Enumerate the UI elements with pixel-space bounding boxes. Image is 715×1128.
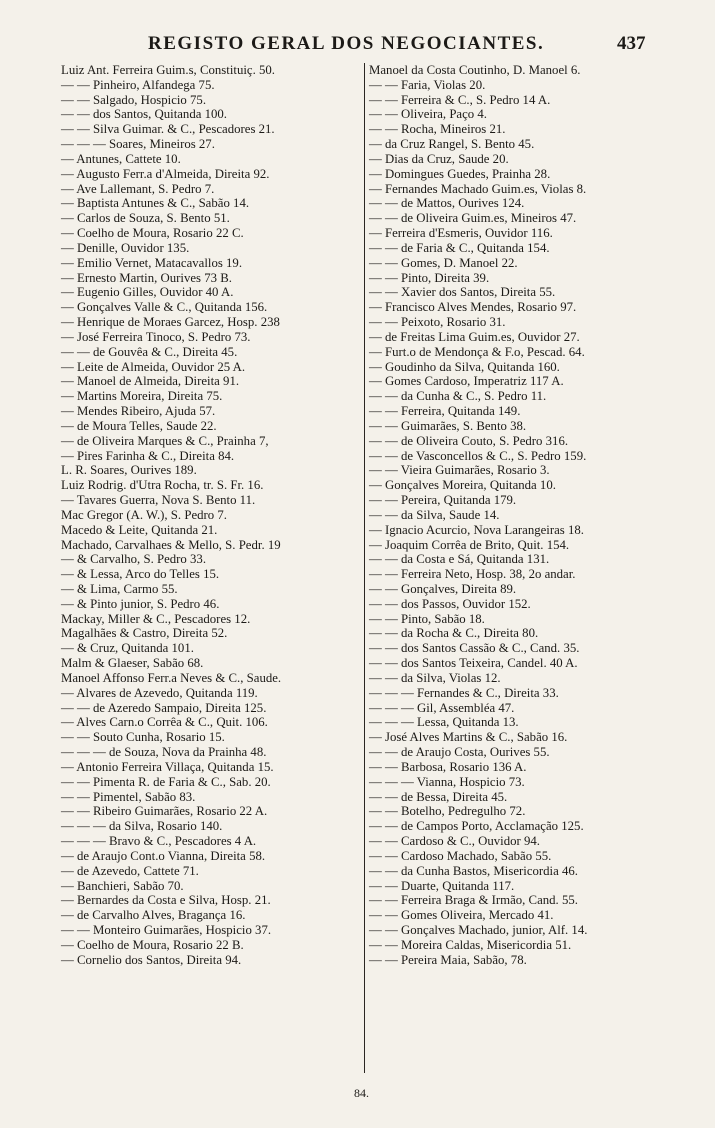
directory-entry: — — Ferreira & C., S. Pedro 14 A.: [369, 92, 551, 107]
column-divider: [364, 63, 365, 1073]
left-column: [60, 63, 364, 968]
directory-entry: — — dos Santos Teixeira, Candel. 40 A.: [369, 656, 578, 671]
directory-entry: — — Gomes Oliveira, Mercado 41.: [369, 908, 554, 923]
directory-entry: — — da Rocha & C., Direita 80.: [369, 626, 539, 641]
directory-entry: Malm & Glaeser, Sabão 68.: [61, 656, 204, 671]
directory-entry: — Alves Carn.o Corrêa & C., Quit. 106.: [61, 715, 268, 730]
directory-columns: [60, 63, 654, 1073]
page-number: 437: [617, 33, 646, 54]
directory-entry: — — Gomes, D. Manoel 22.: [369, 255, 518, 270]
directory-entry: Manoel da Costa Coutinho, D. Manoel 6.: [369, 63, 581, 77]
directory-entry: — Ferreira d'Esmeris, Ouvidor 116.: [369, 226, 553, 241]
directory-entry: — — Pimenta R. de Faria & C., Sab. 20.: [61, 774, 271, 789]
directory-entry: — — de Faria & C., Quitanda 154.: [369, 240, 550, 255]
directory-entry: — Ave Lallemant, S. Pedro 7.: [61, 181, 215, 196]
directory-entry: — — Ferreira Neto, Hosp. 38, 2o andar.: [369, 567, 576, 582]
directory-entry: — Emilio Vernet, Matacavallos 19.: [61, 255, 243, 270]
directory-entry: — — dos Santos, Quitanda 100.: [61, 107, 227, 122]
directory-entry: — Gomes Cardoso, Imperatriz 117 A.: [369, 374, 564, 389]
directory-entry: Macedo & Leite, Quitanda 21.: [61, 522, 218, 537]
directory-entry: — — Duarte, Quitanda 117.: [369, 878, 515, 893]
directory-entry: — — Oliveira, Paço 4.: [369, 107, 487, 122]
directory-entry: — — — Vianna, Hospicio 73.: [369, 774, 525, 789]
directory-entry: — Bernardes da Costa e Silva, Hosp. 21.: [61, 893, 271, 908]
directory-entry: — da Cruz Rangel, S. Bento 45.: [369, 137, 535, 152]
directory-entry: — Denille, Ouvidor 135.: [61, 240, 190, 255]
directory-entry: — Leite de Almeida, Ouvidor 25 A.: [61, 359, 246, 374]
directory-entry: — Ernesto Martin, Ourives 73 B.: [61, 270, 232, 285]
directory-entry: — — Cardoso Machado, Sabão 55.: [369, 848, 552, 863]
directory-entry: — Fernandes Machado Guim.es, Violas 8.: [369, 181, 587, 196]
directory-entry: — — da Cunha Bastos, Misericordia 46.: [369, 863, 578, 878]
directory-entry: — Gonçalves Valle & C., Quitanda 156.: [61, 300, 268, 315]
directory-entry: — de Azevedo, Cattete 71.: [61, 863, 199, 878]
directory-entry: — — de Oliveira Guim.es, Mineiros 47.: [369, 211, 577, 226]
directory-entry: — — da Cunha & C., S. Pedro 11.: [369, 389, 547, 404]
directory-entry: — Eugenio Gilles, Ouvidor 40 A.: [61, 285, 234, 300]
directory-entry: — — — Lessa, Quitanda 13.: [369, 715, 519, 730]
directory-entry: — Henrique de Moraes Garcez, Hosp. 238: [61, 315, 280, 330]
directory-entry: — Furt.o de Mendonça & F.o, Pescad. 64.: [369, 344, 585, 359]
directory-entry: — Gonçalves Moreira, Quitanda 10.: [369, 478, 556, 493]
directory-entry: — Tavares Guerra, Nova S. Bento 11.: [61, 493, 256, 508]
directory-entry: — Ignacio Acurcio, Nova Larangeiras 18.: [369, 522, 584, 537]
directory-entry: — — Ferreira Braga & Irmão, Cand. 55.: [369, 893, 578, 908]
directory-entry: — — da Silva, Violas 12.: [369, 670, 501, 685]
directory-entry: — de Oliveira Marques & C., Prainha 7,: [61, 433, 269, 448]
directory-entry: — Coelho de Moura, Rosario 22 B.: [61, 937, 244, 952]
directory-entry: — — de Araujo Costa, Ourives 55.: [369, 745, 550, 760]
directory-entry: Manoel Affonso Ferr.a Neves & C., Saude.: [61, 670, 282, 685]
directory-entry: — Pires Farinha & C., Direita 84.: [61, 448, 235, 463]
directory-entry: — Antonio Ferreira Villaça, Quitanda 15.: [61, 759, 274, 774]
directory-entry: — & Cruz, Quitanda 101.: [61, 641, 194, 656]
directory-entry: — — Rocha, Mineiros 21.: [369, 122, 506, 137]
directory-entry: — — — de Souza, Nova da Prainha 48.: [61, 745, 267, 760]
directory-entry: — Joaquim Corrêa de Brito, Quit. 154.: [369, 537, 570, 552]
directory-entry: — — da Costa e Sá, Quitanda 131.: [369, 552, 550, 567]
directory-entry: — — Pereira Maia, Sabão, 78.: [369, 952, 527, 967]
directory-entry: — — Moreira Caldas, Misericordia 51.: [369, 937, 572, 952]
directory-entry: — Alvares de Azevedo, Quitanda 119.: [61, 685, 258, 700]
directory-entry: — — — Fernandes & C., Direita 33.: [369, 685, 559, 700]
directory-entry: — & Pinto junior, S. Pedro 46.: [61, 596, 220, 611]
directory-entry: — & Lessa, Arco do Telles 15.: [61, 567, 220, 582]
directory-entry: — José Alves Martins & C., Sabão 16.: [369, 730, 568, 745]
directory-entry: — Coelho de Moura, Rosario 22 C.: [61, 226, 244, 241]
directory-entry: — — de Mattos, Ourives 124.: [369, 196, 525, 211]
directory-entry: — de Moura Telles, Saude 22.: [61, 418, 217, 433]
directory-entry: — — Silva Guimar. & C., Pescadores 21.: [61, 122, 275, 137]
running-title: REGISTO GERAL DOS NEGOCIANTES.: [148, 33, 545, 54]
directory-entry: — — de Gouvêa & C., Direita 45.: [61, 344, 238, 359]
directory-entry: — — Monteiro Guimarães, Hospicio 37.: [61, 923, 272, 938]
directory-entry: — — de Vasconcellos & C., S. Pedro 159.: [369, 448, 587, 463]
directory-entry: — & Carvalho, S. Pedro 33.: [61, 552, 207, 567]
directory-entry: — — Pereira, Quitanda 179.: [369, 493, 517, 508]
directory-entry: — Carlos de Souza, S. Bento 51.: [61, 211, 230, 226]
directory-entry: Magalhães & Castro, Direita 52.: [61, 626, 228, 641]
directory-entry: — & Lima, Carmo 55.: [61, 581, 178, 596]
directory-entry: — Manoel de Almeida, Direita 91.: [61, 374, 240, 389]
directory-entry: — — de Oliveira Couto, S. Pedro 316.: [369, 433, 569, 448]
directory-entry: — Domingues Guedes, Prainha 28.: [369, 166, 551, 181]
directory-entry: — — Souto Cunha, Rosario 15.: [61, 730, 225, 745]
directory-entry: Luiz Rodrig. d'Utra Rocha, tr. S. Fr. 16.: [61, 478, 264, 493]
directory-entry: — Goudinho da Silva, Quitanda 160.: [369, 359, 560, 374]
directory-entry: — José Ferreira Tinoco, S. Pedro 73.: [61, 329, 251, 344]
directory-entry: — — — da Silva, Rosario 140.: [61, 819, 223, 834]
directory-entry: — — Guimarães, S. Bento 38.: [369, 418, 527, 433]
directory-entry: — — Pimentel, Sabão 83.: [61, 789, 196, 804]
directory-entry: — — Gonçalves, Direita 89.: [369, 581, 517, 596]
directory-entry: — — Gonçalves Machado, junior, Alf. 14.: [369, 923, 588, 938]
directory-entry: — Martins Moreira, Direita 75.: [61, 389, 223, 404]
directory-entry: — Mendes Ribeiro, Ajuda 57.: [61, 404, 216, 419]
directory-entry: — — Salgado, Hospicio 75.: [61, 92, 207, 107]
directory-entry: — — da Silva, Saude 14.: [369, 507, 500, 522]
directory-entry: — — dos Passos, Ouvidor 152.: [369, 596, 531, 611]
directory-entry: — Baptista Antunes & C., Sabão 14.: [61, 196, 250, 211]
directory-entry: — — Cardoso & C., Ouvidor 94.: [369, 834, 540, 849]
directory-entry: — de Carvalho Alves, Bragança 16.: [61, 908, 246, 923]
directory-entry: — Antunes, Cattete 10.: [61, 151, 181, 166]
directory-entry: — — Xavier dos Santos, Direita 55.: [369, 285, 556, 300]
directory-entry: — — dos Santos Cassão & C., Cand. 35.: [369, 641, 580, 656]
page-header: [0, 0, 715, 60]
directory-entry: — — Peixoto, Rosario 31.: [369, 315, 506, 330]
directory-entry: — — Vieira Guimarães, Rosario 3.: [369, 463, 550, 478]
directory-entry: — Francisco Alves Mendes, Rosario 97.: [369, 300, 577, 315]
directory-entry: — — — Soares, Mineiros 27.: [61, 137, 215, 152]
directory-entry: — — Faria, Violas 20.: [369, 77, 486, 92]
directory-entry: — — Pinto, Sabão 18.: [369, 611, 485, 626]
right-column: [367, 63, 654, 968]
directory-entry: — — Barbosa, Rosario 136 A.: [369, 759, 527, 774]
directory-entry: — Augusto Ferr.a d'Almeida, Direita 92.: [61, 166, 270, 181]
directory-entry: — Dias da Cruz, Saude 20.: [369, 151, 509, 166]
directory-entry: — — — Bravo & C., Pescadores 4 A.: [61, 834, 257, 849]
directory-entry: — — Ribeiro Guimarães, Rosario 22 A.: [61, 804, 268, 819]
directory-entry: — de Freitas Lima Guim.es, Ouvidor 27.: [369, 329, 580, 344]
directory-entry: — — Pinheiro, Alfandega 75.: [61, 77, 215, 92]
directory-entry: Machado, Carvalhaes & Mello, S. Pedr. 19: [61, 537, 281, 552]
directory-entry: L. R. Soares, Ourives 189.: [61, 463, 197, 478]
directory-entry: — — Pinto, Direita 39.: [369, 270, 490, 285]
directory-entry: — — Botelho, Pedregulho 72.: [369, 804, 526, 819]
signature-mark: 84.: [354, 1086, 369, 1100]
directory-entry: — — de Bessa, Direita 45.: [369, 789, 508, 804]
directory-entry: — de Araujo Cont.o Vianna, Direita 58.: [61, 848, 266, 863]
directory-entry: — Banchieri, Sabão 70.: [61, 878, 184, 893]
directory-entry: — — de Campos Porto, Acclamação 125.: [369, 819, 584, 834]
directory-entry: Mac Gregor (A. W.), S. Pedro 7.: [61, 507, 227, 522]
directory-entry: Luiz Ant. Ferreira Guim.s, Constituiç. 50.: [61, 63, 275, 77]
directory-entry: — — — Gil, Assembléa 47.: [369, 700, 515, 715]
directory-entry: — — de Azeredo Sampaio, Direita 125.: [61, 700, 267, 715]
directory-entry: Mackay, Miller & C., Pescadores 12.: [61, 611, 251, 626]
directory-entry: — — Ferreira, Quitanda 149.: [369, 404, 521, 419]
directory-entry: — Cornelio dos Santos, Direita 94.: [61, 952, 242, 967]
